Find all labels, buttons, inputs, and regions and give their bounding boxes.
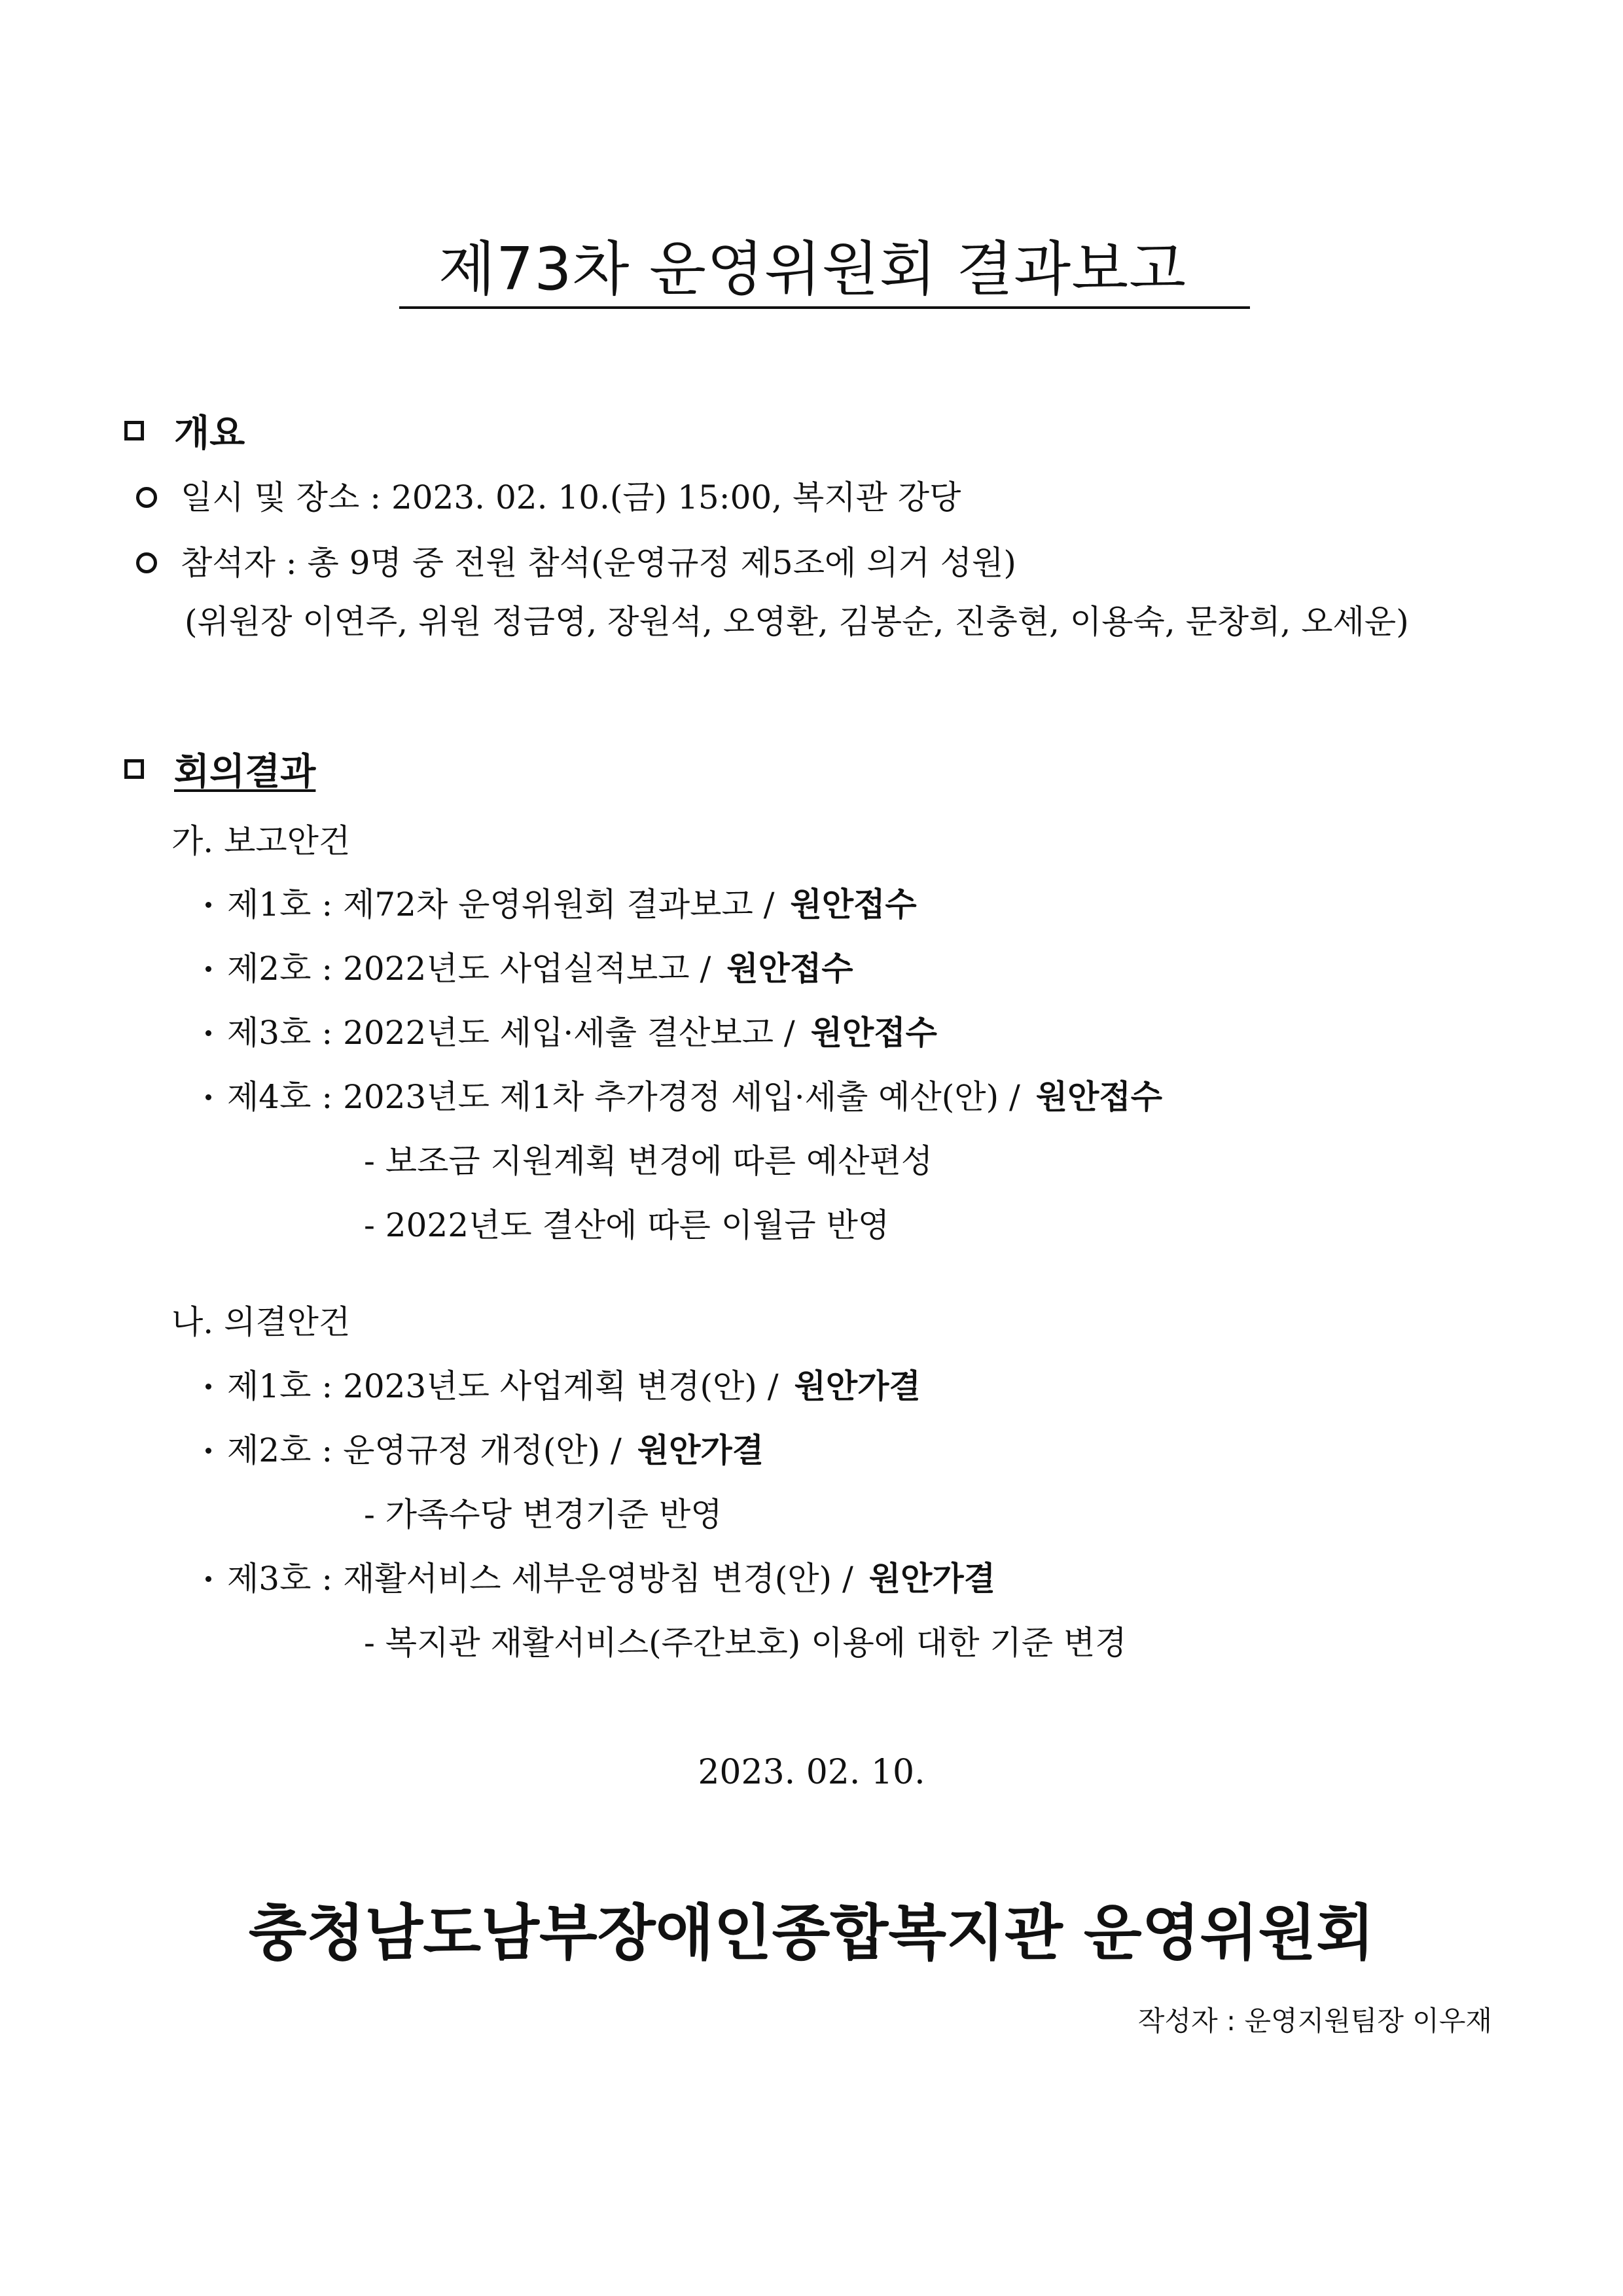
item-number: 제2호 <box>227 950 312 988</box>
item-number: 제1호 <box>227 886 312 924</box>
item-number: 제2호 <box>227 1431 312 1469</box>
resolution-agenda-heading: 나. 의결안건 <box>171 1303 351 1341</box>
middle-dot-icon <box>205 1384 211 1390</box>
overview-value: 총 9명 중 전원 참석(운영규정 제5조에 의거 성원) <box>307 544 1016 582</box>
middle-dot-icon <box>205 1030 211 1036</box>
item-text: 2022년도 사업실적보고 / <box>343 950 711 988</box>
middle-dot-icon <box>205 1094 211 1100</box>
report-item: 제1호 : 제72차 운영위원회 결과보고 / 원안접수 <box>203 885 917 924</box>
document-date: 2023. 02. 10. <box>698 1753 925 1792</box>
item-text: 2023년도 사업계획 변경(안) / <box>343 1367 779 1405</box>
item-text: 2022년도 세입·세출 결산보고 / <box>343 1014 795 1052</box>
item-number: 제3호 <box>227 1560 312 1598</box>
report-agenda-heading: 가. 보고안건 <box>171 822 351 860</box>
item-status: 원안가결 <box>794 1367 921 1405</box>
item-text: 재활서비스 세부운영방침 변경(안) / <box>343 1560 853 1598</box>
item-text: 제72차 운영위원회 결과보고 / <box>343 886 775 924</box>
middle-dot-icon <box>205 1448 211 1454</box>
attendee-list: (위원장 이연주, 위원 정금영, 장원석, 오영환, 김봉순, 진충현, 이용숙, 문창희, 오세운) <box>185 603 1409 641</box>
item-status: 원안가결 <box>637 1431 764 1469</box>
item-number: 제3호 <box>227 1014 312 1052</box>
report-item: 제4호 : 2023년도 제1차 추가경정 세입·세출 예산(안) / 원안접수 <box>203 1077 1162 1117</box>
author-line: 작성자 : 운영지원팀장 이우재 <box>1137 2005 1492 2037</box>
item-status: 원안접수 <box>726 950 853 988</box>
circle-bullet-icon <box>136 487 157 508</box>
item-number: 제4호 <box>227 1078 312 1116</box>
item-note: - 2022년도 결산에 따른 이월금 반영 <box>364 1206 890 1244</box>
item-status: 원안접수 <box>1035 1078 1163 1116</box>
overview-item-datetime: 일시 및 장소 : 2023. 02. 10.(금) 15:00, 복지관 강당 <box>136 478 961 517</box>
organization-name: 충청남도남부장애인종합복지관 운영위원회 <box>248 1898 1375 1968</box>
resolution-item: 제3호 : 재활서비스 세부운영방침 변경(안) / 원안가결 <box>203 1559 995 1598</box>
resolution-item: 제2호 : 운영규정 개정(안) / 원안가결 <box>203 1431 764 1470</box>
item-status: 원안가결 <box>868 1560 996 1598</box>
square-bullet-icon <box>124 759 144 779</box>
results-heading-text: 회의결과 <box>174 751 316 793</box>
overview-value: 2023. 02. 10.(금) 15:00, 복지관 강당 <box>391 478 961 516</box>
middle-dot-icon <box>205 966 211 972</box>
overview-item-attendees: 참석자 : 총 9명 중 전원 참석(운영규정 제5조에 의거 성원) <box>136 543 1016 583</box>
item-note: - 복지관 재활서비스(주간보호) 이용에 대한 기준 변경 <box>364 1624 1127 1662</box>
overview-label: 참석자 <box>181 544 276 582</box>
item-note: - 가족수당 변경기준 반영 <box>364 1496 722 1534</box>
middle-dot-icon <box>205 902 211 908</box>
square-bullet-icon <box>124 421 144 440</box>
item-status: 원안접수 <box>790 886 917 924</box>
overview-label: 일시 및 장소 <box>181 478 360 516</box>
item-text: 운영규정 개정(안) / <box>343 1431 622 1469</box>
item-note: - 보조금 지원계획 변경에 따른 예산편성 <box>364 1142 933 1180</box>
section-results-heading <box>124 743 315 795</box>
report-item: 제2호 : 2022년도 사업실적보고 / 원안접수 <box>203 949 853 988</box>
section-overview-heading <box>124 404 245 457</box>
middle-dot-icon <box>205 1576 211 1582</box>
overview-heading-text: 개요 <box>174 412 245 455</box>
item-text: 2023년도 제1차 추가경정 세입·세출 예산(안) / <box>343 1078 1020 1116</box>
document-title <box>399 215 1250 309</box>
item-status: 원안접수 <box>810 1014 937 1052</box>
circle-bullet-icon <box>136 552 157 573</box>
title-text: 제73차 운영위원회 결과보고 <box>438 235 1187 304</box>
report-item: 제3호 : 2022년도 세입·세출 결산보고 / 원안접수 <box>203 1013 937 1052</box>
item-number: 제1호 <box>227 1367 312 1405</box>
resolution-item: 제1호 : 2023년도 사업계획 변경(안) / 원안가결 <box>203 1367 921 1406</box>
